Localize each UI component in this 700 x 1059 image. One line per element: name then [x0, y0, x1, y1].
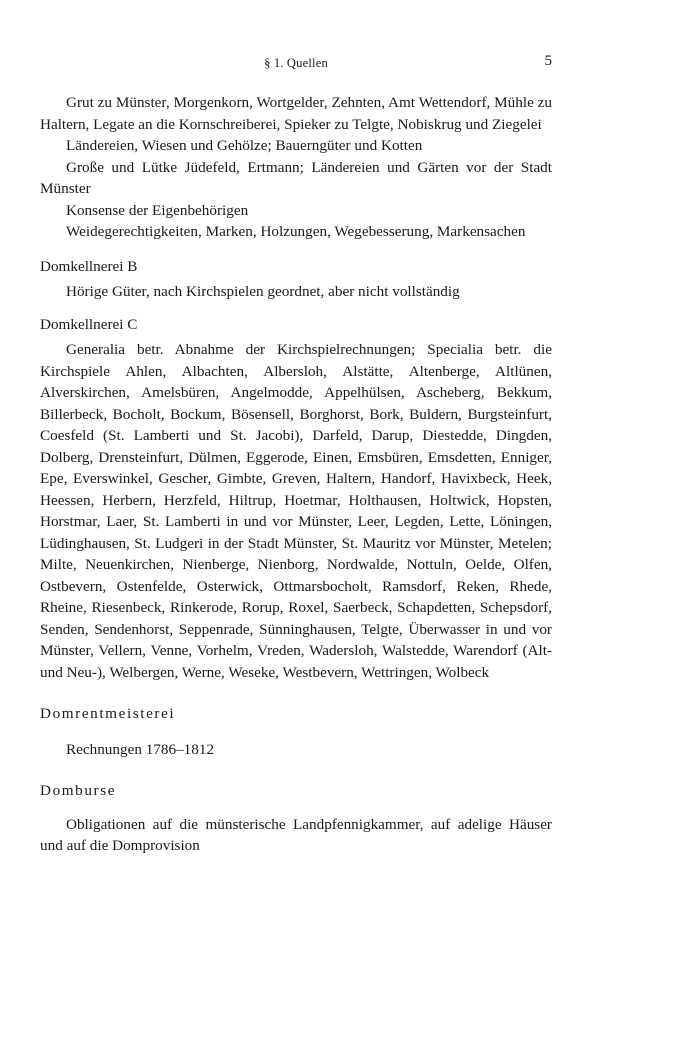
section-text: Obligationen auf die münsterische Landpfennigkammer, auf adelige Häuser und auf die Domprovision [40, 815, 552, 854]
entry-grut: Grut zu Münster, Morgenkorn, Wortgelder, Zehnten, Amt Wettendorf, Mühle zu Haltern, Legate an die Kornschreiberei, Spieker zu Telgte, Nobiskrug und Ziegelei [40, 94, 552, 133]
running-head [40, 50, 552, 74]
page-number: 5 [544, 53, 552, 69]
section-domburse [40, 780, 552, 857]
section-heading: Domrentmeisterei [40, 705, 176, 722]
entry-laendereien: Ländereien, Wiesen und Gehölze; Bauerngüter und Kotten [66, 137, 423, 154]
section-a [40, 92, 552, 243]
entry-konsense: Konsense der Eigenbehörigen [66, 201, 249, 219]
section-domkellnerei-b [40, 256, 552, 303]
section-heading: Domburse [40, 782, 117, 799]
running-title: § 1. Quellen [264, 56, 328, 70]
page [40, 50, 552, 857]
entry-weidegerechtigkeiten: Weidegerechtigkeiten, Marken, Holzungen, Wegebesserung, Markensachen [66, 223, 526, 240]
section-heading: Domkellnerei B [40, 257, 138, 275]
section-text: Generalia betr. Abnahme der Kirchspielrechnungen; Specialia betr. die Kirchspiele Ahlen, Albachten, Albersloh, Alstätte, Altenberge, Altlünen, Alverskirchen, Amelsbüren, Angelmodde, Appelhülsen, Ascheberg, Bekkum, Billerbeck, Bocholt, Bockum, Bösensell, Borghorst, Bork, Buldern, Burgsteinfurt, Coesfeld (St. Lamberti und St. Jacobi), Darfeld, Darup, Diestedde, Dingden, Dolberg, Drensteinfurt, Dülmen, Eggerode, Einen, Emsbüren, Emsdetten, Enniger, Epe, Everswinkel, Gescher, Gimbte, Greven, Haltern, Handorf, Havixbeck, Heek, Heessen, Herbern, Herzfeld, Hiltrup, Hoetmar, Holthausen, Holtwick, Hopsten, Horstmar, Laer, St. Lamberti in und vor Münster, Leer, Legden, Lette, Löningen, Lüdinghausen, St. Ludgeri in der Stadt Münster, St. Mauritz vor Münster, Metelen; Milte, Neuenkirchen, Nienberge, Nienborg, Nordwalde, Nottuln, Oelde, Olfen, Ostbevern, Ostenfelde, Osterwick, Ottmarsbocholt, Ramsdorf, Reken, Rhede, Rheine, Riesenbeck, Rinkerode, Rorup, Roxel, Saerbeck, Schapdetten, Schepsdorf, Senden, Sendenhorst, Seppenrade, Sünninghausen, Telgte, Überwasser in und vor Münster, Vellern, Venne, Vorhelm, Vreden, Wadersloh, Walstedde, Warendorf (Alt- und Neu-), Welbergen, Werne, Weseke, Westbevern, Wettringen, Wolbeck [40, 341, 552, 681]
section-text: Hörige Güter, nach Kirchspielen geordnet, aber nicht vollständig [66, 283, 460, 300]
section-domrentmeisterei [40, 703, 552, 760]
section-domkellnerei-c [40, 314, 552, 684]
section-heading: Domkellnerei C [40, 315, 138, 333]
entry-juedefeld: Große und Lütke Jüdefeld, Ertmann; Ländereien und Gärten vor der Stadt Münster [40, 158, 552, 197]
section-text: Rechnungen 1786–1812 [66, 740, 215, 758]
